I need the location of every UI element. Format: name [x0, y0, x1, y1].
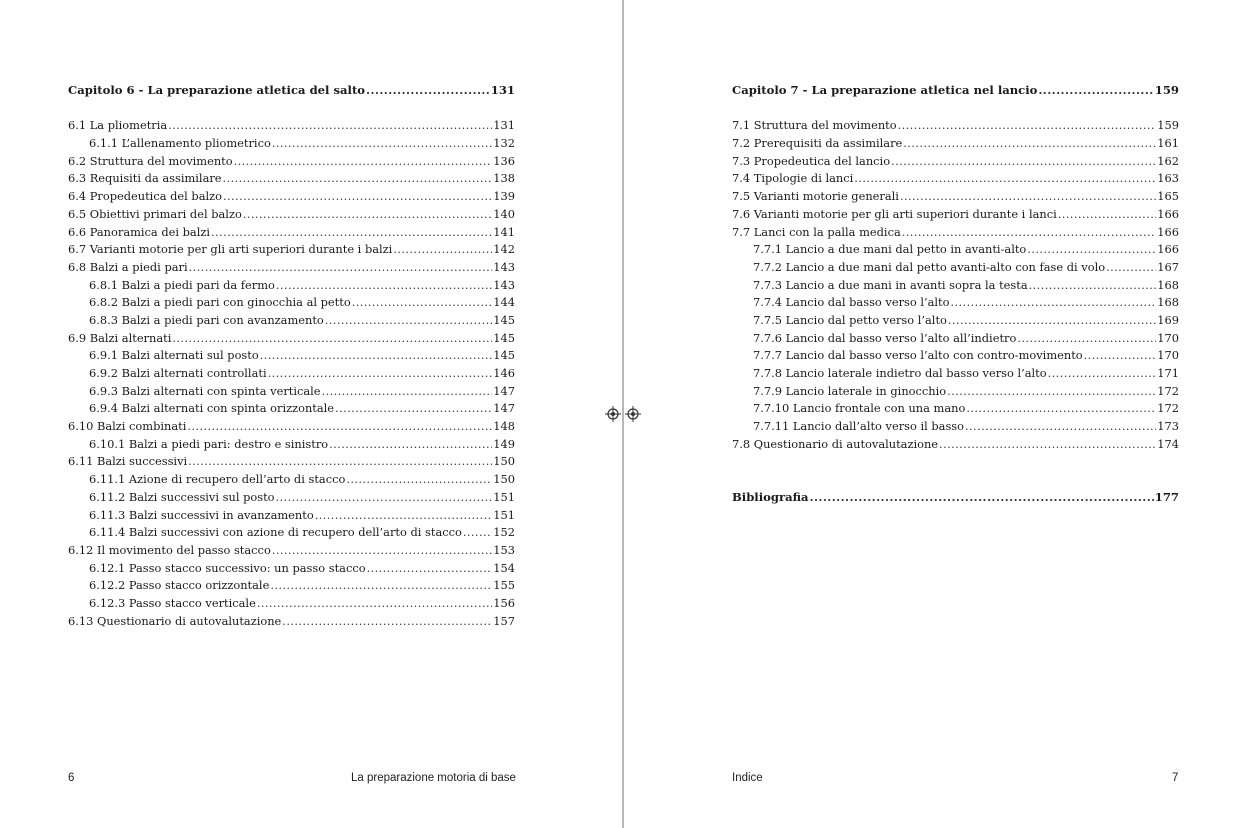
leader-dots	[270, 577, 492, 595]
toc-entry-title: 7.7.11 Lancio dall’alto verso il basso	[753, 419, 965, 434]
toc-entry-page: 152	[493, 525, 515, 540]
toc-entry-page: 155	[493, 578, 515, 593]
leader-dots	[268, 365, 493, 383]
toc-entry-title: 7.7.10 Lancio frontale con una mano	[753, 401, 966, 416]
toc-entry-title: 6.1.1 L’allenamento pliometrico	[89, 136, 271, 151]
toc-entry-page: 170	[1157, 330, 1179, 345]
leader-dots	[1038, 82, 1153, 100]
leader-dots	[854, 170, 1156, 188]
toc-entry-title: 6.2 Struttura del movimento	[68, 153, 233, 168]
toc-entry-title: 6.6 Panoramica dei balzi	[68, 224, 211, 239]
toc-entry-page: 140	[493, 206, 515, 221]
toc-entry-page: 162	[1157, 153, 1179, 168]
toc-entry-title: 7.8 Questionario di autovalutazione	[732, 436, 939, 451]
toc-entry-page: 144	[493, 295, 515, 310]
toc-entry	[68, 241, 515, 259]
toc-entry	[68, 135, 515, 153]
toc-entry-page: 156	[493, 595, 515, 610]
toc-entry	[732, 188, 1179, 206]
toc-entry-page: 136	[493, 153, 515, 168]
toc-entry-page: 131	[493, 118, 515, 133]
toc-entry-title: 6.7 Varianti motorie per gli arti superiori durante i balzi	[68, 242, 393, 257]
toc-entry-page: 141	[493, 224, 515, 239]
toc-entry	[68, 365, 515, 383]
toc-bibliography	[732, 489, 1179, 507]
toc-entry	[732, 206, 1179, 224]
leader-dots	[1058, 206, 1157, 224]
toc-entry	[68, 224, 515, 242]
leader-dots	[1029, 277, 1157, 295]
toc-entry-page: 174	[1157, 436, 1179, 451]
toc-entry-title: 6.9.1 Balzi alternati sul posto	[89, 348, 259, 363]
toc-entry	[68, 471, 515, 489]
toc-entry-page: 150	[493, 472, 515, 487]
toc-entry-page: 142	[493, 242, 515, 257]
toc-entry-page: 168	[1157, 277, 1179, 292]
chapter-page: 159	[1154, 83, 1179, 97]
toc-entry-page: 161	[1157, 136, 1179, 151]
toc-entry	[68, 294, 515, 312]
toc-entry	[732, 347, 1179, 365]
toc-entry	[68, 436, 515, 454]
toc-entry	[732, 135, 1179, 153]
toc-entry-title: 6.11.3 Balzi successivi in avanzamento	[89, 507, 314, 522]
toc-entry-page: 138	[493, 171, 515, 186]
toc-entry-page: 145	[493, 330, 515, 345]
leader-dots	[276, 489, 493, 507]
spacer	[68, 100, 515, 118]
footer-running-title: Indice	[732, 772, 763, 784]
toc-entry	[68, 153, 515, 171]
toc-entry	[68, 170, 515, 188]
toc-entry-title: 7.7 Lanci con la palla medica	[732, 224, 901, 239]
toc-entry	[732, 259, 1179, 277]
toc-entry-page: 150	[493, 454, 515, 469]
spacer	[732, 453, 1179, 488]
toc-entry	[68, 117, 515, 135]
toc-left	[68, 82, 515, 630]
leader-dots	[947, 383, 1156, 401]
toc-entry	[68, 595, 515, 613]
leader-dots	[950, 294, 1156, 312]
toc-entry	[732, 277, 1179, 295]
toc-entry-page: 159	[1157, 118, 1179, 133]
leader-dots	[168, 117, 492, 135]
toc-entry-title: 6.10 Balzi combinati	[68, 419, 187, 434]
leader-dots	[463, 524, 492, 542]
toc-right	[732, 82, 1179, 507]
toc-entry	[68, 400, 515, 418]
right-page	[624, 0, 1249, 828]
toc-entry-title: 7.7.9 Lancio laterale in ginocchio	[753, 383, 947, 398]
toc-entry-title: 6.5 Obiettivi primari del balzo	[68, 206, 242, 221]
toc-entry-page: 145	[493, 348, 515, 363]
leader-dots	[189, 259, 493, 277]
toc-entry	[732, 330, 1179, 348]
leader-dots	[902, 224, 1157, 242]
leader-dots	[1084, 347, 1157, 365]
toc-entry	[68, 524, 515, 542]
toc-entry-title: 6.9.4 Balzi alternati con spinta orizzontale	[89, 401, 335, 416]
toc-entry-title: 6.8 Balzi a piedi pari	[68, 259, 188, 274]
toc-entry-page: 147	[493, 383, 515, 398]
footer-page-number: 7	[1172, 772, 1179, 784]
toc-entry	[732, 365, 1179, 383]
toc-entry-page: 168	[1157, 295, 1179, 310]
toc-entry	[68, 206, 515, 224]
toc-entry-title: 6.12.3 Passo stacco verticale	[89, 595, 256, 610]
leader-dots	[257, 595, 492, 613]
leader-dots	[1106, 259, 1156, 277]
toc-entry	[732, 153, 1179, 171]
toc-entry-page: 172	[1157, 401, 1179, 416]
leader-dots	[187, 418, 492, 436]
toc-entry-page: 145	[493, 312, 515, 327]
leader-dots	[243, 206, 492, 224]
toc-entry-page: 173	[1157, 419, 1179, 434]
toc-entry-page: 154	[493, 560, 515, 575]
leader-dots	[352, 294, 493, 312]
toc-entry	[732, 170, 1179, 188]
leader-dots	[898, 117, 1157, 135]
toc-entry-title: 6.12 Il movimento del passo stacco	[68, 542, 271, 557]
leader-dots	[282, 613, 492, 631]
toc-entry-title: 7.7.8 Lancio laterale indietro dal basso verso l’alto	[753, 366, 1047, 380]
chapter-page: 131	[490, 83, 515, 97]
leader-dots	[966, 400, 1156, 418]
toc-entry-page: 143	[493, 277, 515, 292]
spacer	[732, 100, 1179, 118]
toc-entry	[68, 560, 515, 578]
toc-entry-page: 147	[493, 401, 515, 416]
toc-entry-page: 132	[493, 136, 515, 151]
leader-dots	[329, 436, 492, 454]
leader-dots	[315, 507, 493, 525]
bibliography-page: 177	[1154, 489, 1179, 504]
toc-entry-title: 7.7.1 Lancio a due mani dal petto in avanti-alto	[753, 242, 1027, 257]
leader-dots	[276, 277, 492, 295]
leader-dots	[965, 418, 1156, 436]
leader-dots	[810, 489, 1154, 507]
toc-entry	[68, 330, 515, 348]
toc-entry	[732, 224, 1179, 242]
toc-entry	[68, 277, 515, 295]
toc-entry-page: 149	[493, 436, 515, 451]
toc-entry-page: 167	[1157, 259, 1179, 274]
leader-dots	[234, 153, 493, 171]
toc-entry-title: 6.11.2 Balzi successivi sul posto	[89, 489, 275, 504]
toc-entry-title: 6.3 Requisiti da assimilare	[68, 171, 222, 186]
toc-entry-page: 171	[1157, 366, 1179, 380]
toc-chapter-6	[68, 82, 515, 100]
toc-entry-page: 166	[1157, 242, 1179, 257]
toc-entry-title: 6.8.1 Balzi a piedi pari da fermo	[89, 277, 275, 292]
toc-entry	[732, 294, 1179, 312]
toc-entry-title: 7.7.5 Lancio dal petto verso l’alto	[753, 312, 947, 327]
leader-dots	[260, 347, 493, 365]
toc-entry	[732, 383, 1179, 401]
toc-entry	[68, 347, 515, 365]
toc-entry-title: 6.11 Balzi successivi	[68, 454, 188, 469]
toc-entry-page: 166	[1157, 206, 1179, 221]
leader-dots	[1048, 365, 1157, 383]
toc-entry-page: 151	[493, 507, 515, 522]
toc-entry-page: 172	[1157, 383, 1179, 398]
leader-dots	[1017, 330, 1156, 348]
toc-entry-title: 6.12.2 Passo stacco orizzontale	[89, 578, 270, 593]
toc-entry-title: 6.11.1 Azione di recupero dell’arto di stacco	[89, 472, 346, 487]
leader-dots	[346, 471, 492, 489]
toc-entry-title: 6.8.2 Balzi a piedi pari con ginocchia al petto	[89, 295, 351, 310]
toc-entry	[68, 453, 515, 471]
toc-entry-title: 6.1 La pliometria	[68, 118, 168, 133]
toc-entry-page: 157	[493, 613, 515, 628]
toc-entry	[68, 542, 515, 560]
toc-entry-title: 7.5 Varianti motorie generali	[732, 189, 899, 204]
toc-entry-page: 163	[1157, 171, 1179, 186]
toc-entry-page: 165	[1157, 189, 1179, 204]
chapter-title: Capitolo 6 - La preparazione atletica del salto	[68, 83, 366, 97]
toc-entry	[732, 312, 1179, 330]
toc-entry	[68, 418, 515, 436]
leader-dots	[223, 188, 492, 206]
toc-entry-title: 7.1 Struttura del movimento	[732, 118, 897, 133]
toc-entry	[68, 489, 515, 507]
toc-entry-page: 153	[493, 542, 515, 557]
toc-chapter-7	[732, 82, 1179, 100]
toc-entry-title: 6.8.3 Balzi a piedi pari con avanzamento	[89, 312, 324, 327]
toc-entry-page: 166	[1157, 224, 1179, 239]
toc-entry	[68, 507, 515, 525]
toc-entry	[68, 188, 515, 206]
leader-dots	[223, 170, 493, 188]
toc-entry-page: 169	[1157, 312, 1179, 327]
leader-dots	[939, 436, 1156, 454]
leader-dots	[366, 82, 490, 100]
toc-entry	[732, 241, 1179, 259]
leader-dots	[211, 224, 492, 242]
footer-running-title: La preparazione motoria di base	[351, 772, 516, 784]
leader-dots	[188, 453, 492, 471]
leader-dots	[393, 241, 492, 259]
toc-entry-title: 6.9 Balzi alternati	[68, 330, 172, 345]
toc-entry	[68, 577, 515, 595]
toc-entry-page: 148	[493, 419, 515, 434]
leader-dots	[1027, 241, 1156, 259]
toc-entry-title: 6.9.3 Balzi alternati con spinta verticale	[89, 383, 321, 398]
chapter-title: Capitolo 7 - La preparazione atletica nel lancio	[732, 83, 1038, 97]
leader-dots	[891, 153, 1156, 171]
bibliography-title: Bibliografia	[732, 489, 809, 504]
toc-entry-title: 7.3 Propedeutica del lancio	[732, 153, 891, 168]
crosshair-target-icon[interactable]	[625, 406, 641, 422]
toc-entry	[68, 312, 515, 330]
footer-page-number: 6	[68, 772, 75, 784]
leader-dots	[272, 542, 492, 560]
toc-entry	[68, 383, 515, 401]
leader-dots	[172, 330, 492, 348]
toc-entry-page: 143	[493, 259, 515, 274]
toc-entry-title: 7.7.6 Lancio dal basso verso l’alto all’indietro	[753, 330, 1017, 345]
toc-entry-title: 7.7.7 Lancio dal basso verso l’alto con contro-movimento	[753, 348, 1083, 363]
leader-dots	[900, 188, 1156, 206]
toc-entry	[732, 418, 1179, 436]
toc-entry	[68, 613, 515, 631]
toc-entries-right	[732, 117, 1179, 453]
toc-entry-title: 7.2 Prerequisiti da assimilare	[732, 136, 903, 151]
toc-entry	[68, 259, 515, 277]
toc-entry-page: 151	[493, 489, 515, 504]
leader-dots	[325, 312, 492, 330]
toc-entry-title: 7.7.4 Lancio dal basso verso l’alto	[753, 295, 950, 310]
toc-entry	[732, 117, 1179, 135]
toc-entry-title: 7.6 Varianti motorie per gli arti superiori durante i lanci	[732, 206, 1057, 221]
toc-entry	[732, 400, 1179, 418]
toc-entry-title: 6.13 Questionario di autovalutazione	[68, 613, 282, 628]
toc-entry-page: 139	[493, 189, 515, 204]
toc-entry-title: 6.4 Propedeutica del balzo	[68, 189, 222, 204]
leader-dots	[335, 400, 492, 418]
leader-dots	[948, 312, 1156, 330]
toc-entry-title: 6.11.4 Balzi successivi con azione di recupero dell’arto di stacco	[89, 525, 462, 540]
toc-entry	[732, 436, 1179, 454]
leader-dots	[367, 560, 493, 578]
toc-entry-page: 146	[493, 366, 515, 380]
crosshair-target-icon[interactable]	[605, 406, 621, 422]
toc-entry-title: 7.4 Tipologie di lanci	[732, 171, 854, 186]
leader-dots	[272, 135, 492, 153]
toc-entry-page: 170	[1157, 348, 1179, 363]
leader-dots	[322, 383, 493, 401]
toc-entry-title: 6.10.1 Balzi a piedi pari: destro e sinistro	[89, 436, 329, 451]
toc-entries-left	[68, 117, 515, 630]
toc-entry-title: 6.12.1 Passo stacco successivo: un passo stacco	[89, 560, 366, 575]
toc-entry-title: 6.9.2 Balzi alternati controllati	[89, 366, 267, 380]
leader-dots	[903, 135, 1156, 153]
toc-entry-title: 7.7.2 Lancio a due mani dal petto avanti-alto con fase di volo	[753, 259, 1106, 274]
left-page	[0, 0, 622, 828]
toc-entry-title: 7.7.3 Lancio a due mani in avanti sopra la testa	[753, 277, 1028, 292]
